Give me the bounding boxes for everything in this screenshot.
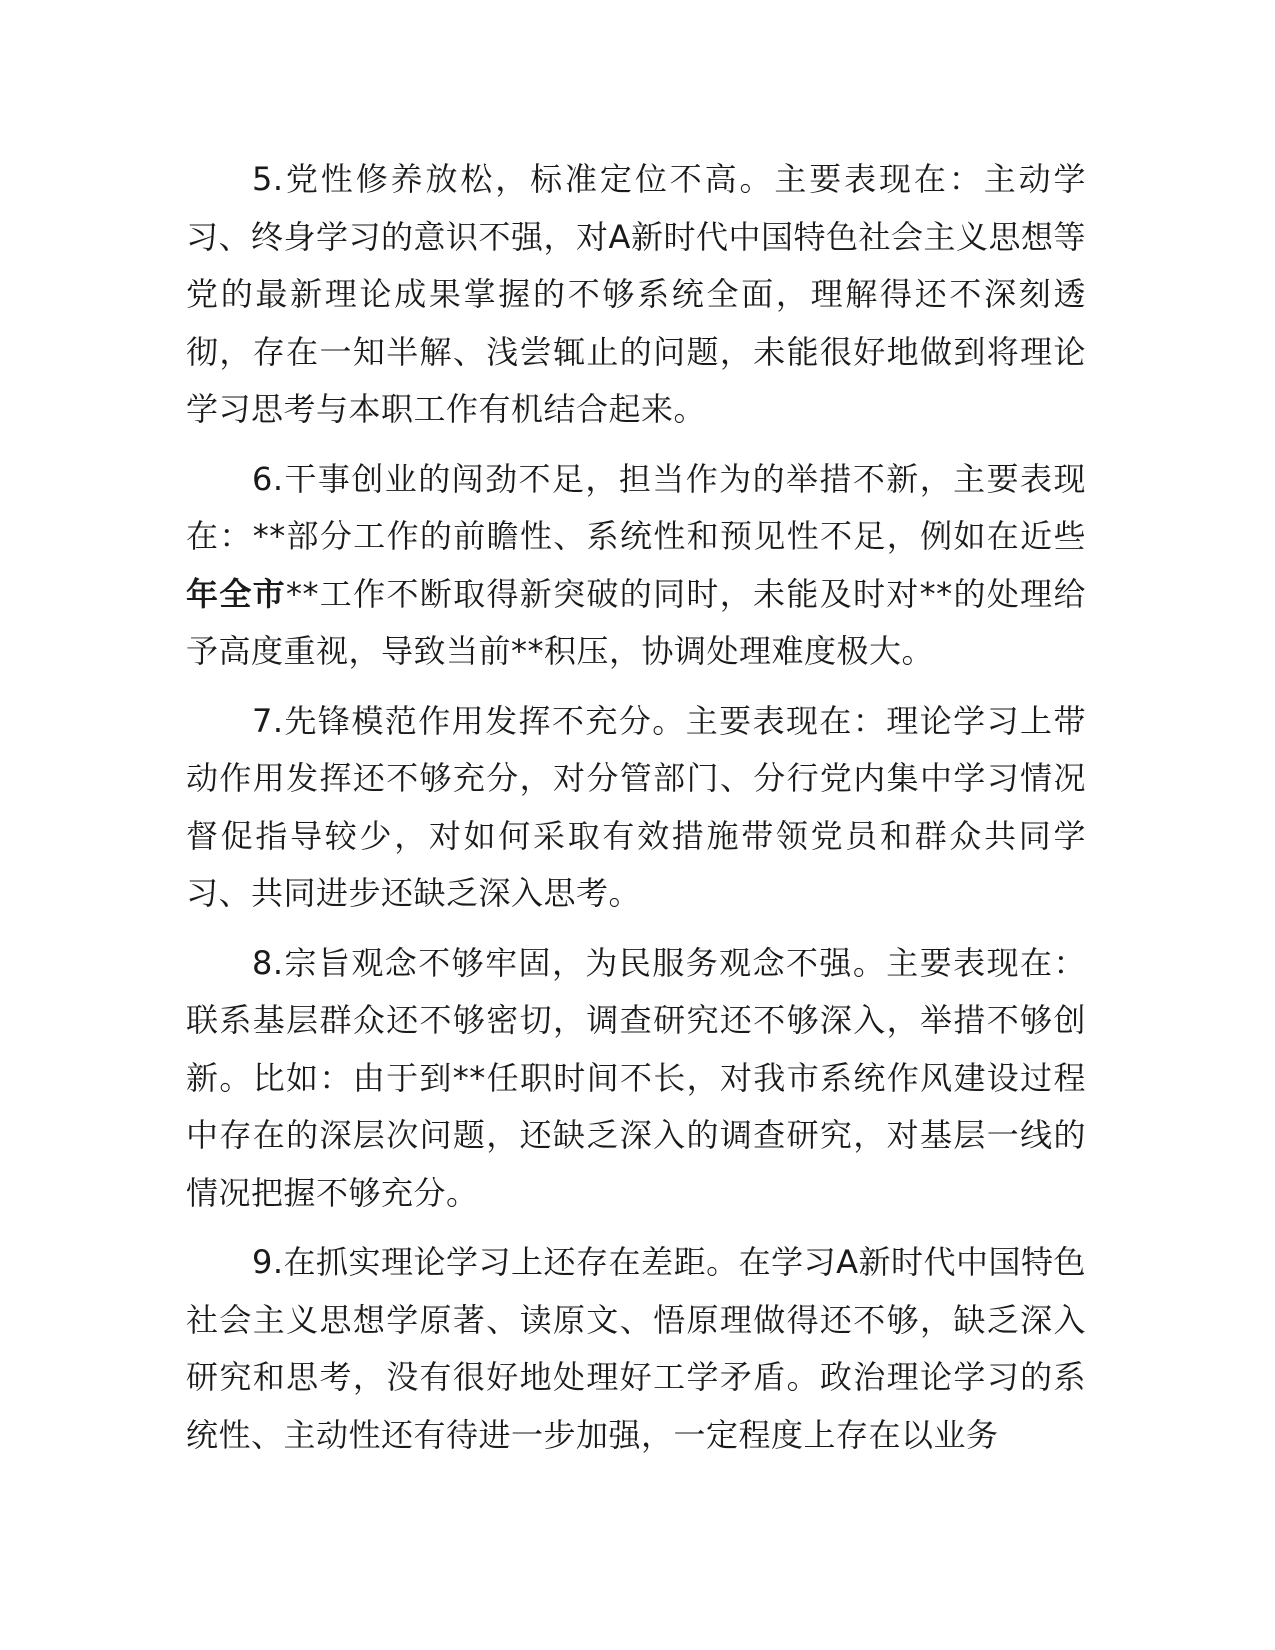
paragraph-6-text-end: **工作不断取得新突破的同时，未能及时对**的处理给予高度重视，导致当前**积压，协调处理难度极大。 <box>186 574 1086 670</box>
paragraph-7: 7.先锋模范作用发挥不充分。主要表现在：理论学习上带动作用发挥还不够充分，对分管部门、分行党内集中学习情况督促指导较少，对如何采取有效措施带领党员和群众共同学习、共同进步还缺乏深入思考。 <box>186 701 1086 912</box>
paragraph-6-text-start: 6.干事创业的闯劲不足，担当作为的举措不新，主要表现在：**部分工作的前瞻性、系统性和预见性不足，例如在近些 <box>186 459 1086 555</box>
paragraph-8: 8.宗旨观念不够牢固，为民服务观念不强。主要表现在：联系基层群众还不够密切，调查研究还不够深入，举措不够创新。比如：由于到**任职时间不长，对我市系统作风建设过程中存在的深层次问题，还缺乏深入的调查研究，对基层一线的情况把握不够充分。 <box>186 943 1086 1212</box>
paragraph-6-bold-text: 年全市 <box>186 574 286 613</box>
paragraph-5: 5.党性修养放松，标准定位不高。主要表现在：主动学习、终身学习的意识不强，对A新时代中国特色社会主义思想等党的最新理论成果掌握的不够系统全面，理解得还不深刻透彻，存在一知半解、浅尝辄止的问题，未能很好地做到将理论学习思考与本职工作有机结合起来。 <box>186 160 1086 428</box>
paragraph-9: 9.在抓实理论学习上还存在差距。在学习A新时代中国特色社会主义思想学原著、读原文、悟原理做得还不够，缺乏深入研究和思考，没有很好地处理好工学矛盾。政治理论学习的系统性、主动性还有待进一步加强，一定程度上存在以业务 <box>186 1243 1086 1454</box>
document-body <box>186 151 1086 1476</box>
paragraph-6 <box>186 451 1086 681</box>
